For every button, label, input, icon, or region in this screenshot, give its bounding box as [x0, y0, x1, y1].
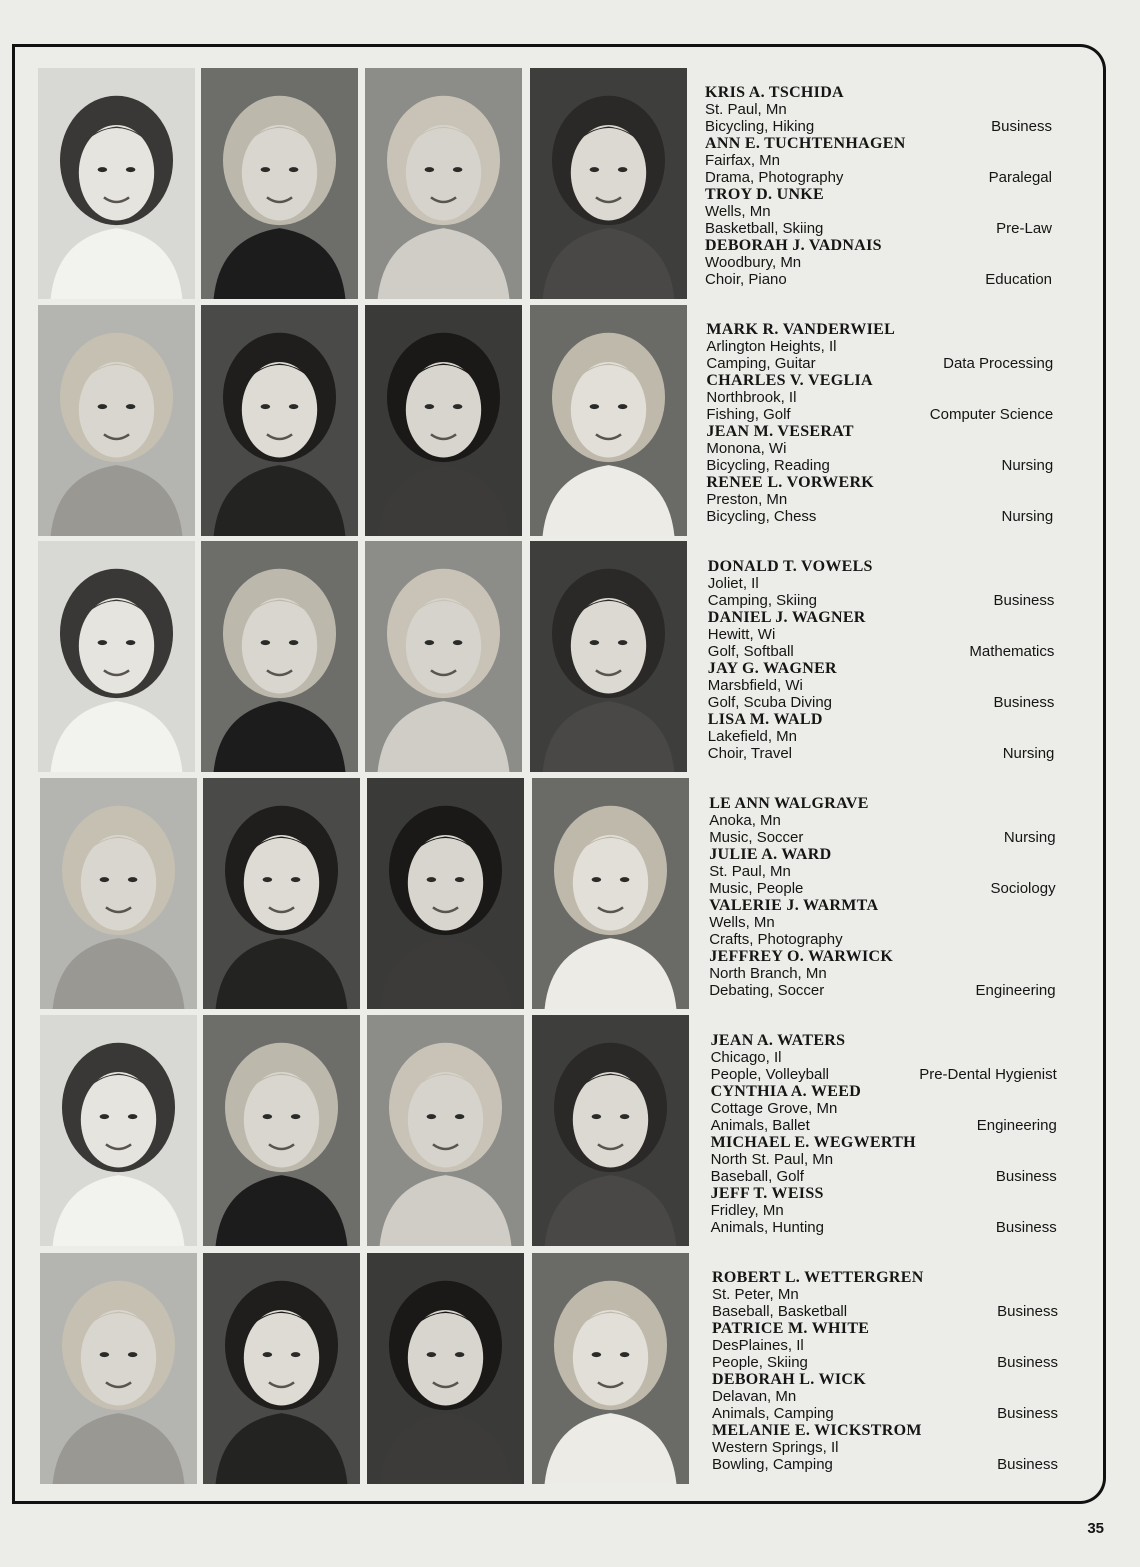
student-name: JULIE A. WARD	[709, 846, 832, 863]
student-portrait-photo	[201, 305, 358, 536]
student-interests: Choir, Travel	[707, 745, 792, 762]
student-interests: Basketball, Skiing	[705, 220, 824, 237]
student-portrait-photo	[532, 1015, 689, 1246]
student-portrait-photo	[38, 68, 195, 299]
student-major: Engineering	[976, 1117, 1057, 1134]
student-info-block	[705, 84, 1052, 290]
student-hometown: North Branch, Mn	[709, 965, 827, 982]
student-portrait-photo	[40, 1015, 197, 1246]
student-name: JEAN A. WATERS	[710, 1032, 846, 1049]
student-name: LISA M. WALD	[707, 711, 823, 728]
student-name: VALERIE J. WARMTA	[709, 897, 879, 914]
student-major: Sociology	[990, 880, 1056, 897]
student-interests: Choir, Piano	[705, 271, 787, 288]
student-portrait-photo	[40, 1253, 197, 1484]
student-major: Nursing	[1001, 457, 1054, 474]
student-major: Business	[997, 1405, 1058, 1422]
student-info-block	[706, 321, 1053, 527]
student-hometown: North St. Paul, Mn	[710, 1151, 834, 1168]
student-portrait-photo	[365, 305, 522, 536]
student-interests: Baseball, Golf	[710, 1168, 804, 1185]
student-major: Nursing	[1002, 745, 1055, 762]
student-hometown: Woodbury, Mn	[705, 254, 802, 271]
student-hometown: Delavan, Mn	[712, 1388, 797, 1405]
student-portrait-photo	[367, 1015, 524, 1246]
student-info-block	[709, 795, 1055, 1001]
student-hometown: Arlington Heights, Il	[706, 338, 837, 355]
student-interests: People, Volleyball	[710, 1066, 830, 1083]
student-portrait-photo	[203, 1015, 360, 1246]
student-interests: Music, Soccer	[709, 829, 804, 846]
student-hometown: Marsbfield, Wi	[707, 677, 803, 694]
student-interests: Camping, Skiing	[707, 592, 818, 609]
student-interests: Camping, Guitar	[706, 355, 816, 372]
student-major: Nursing	[1001, 508, 1054, 525]
student-major: Pre-Law	[996, 220, 1052, 237]
student-hometown: St. Paul, Mn	[705, 101, 787, 118]
student-major: Business	[997, 1303, 1058, 1320]
student-major: Business	[991, 118, 1052, 135]
student-interests: Baseball, Basketball	[712, 1303, 848, 1320]
student-interests: Animals, Ballet	[710, 1117, 810, 1134]
student-hometown: Hewitt, Wi	[707, 626, 776, 643]
student-major: Data Processing	[943, 355, 1054, 372]
student-major: Nursing	[1003, 829, 1056, 846]
student-name: KRIS A. TSCHIDA	[705, 84, 844, 101]
student-portrait-photo	[40, 778, 197, 1009]
student-major: Engineering	[975, 982, 1056, 999]
student-hometown: Anoka, Mn	[709, 812, 781, 829]
student-interests: Golf, Softball	[707, 643, 794, 660]
student-interests: People, Skiing	[712, 1354, 808, 1371]
student-hometown: Northbrook, Il	[706, 389, 797, 406]
student-interests: Animals, Camping	[712, 1405, 834, 1422]
student-hometown: Preston, Mn	[706, 491, 788, 508]
student-interests: Drama, Photography	[705, 169, 844, 186]
student-interests: Bicycling, Reading	[706, 457, 830, 474]
student-interests: Animals, Hunting	[710, 1219, 824, 1236]
student-hometown: Lakefield, Mn	[707, 728, 798, 745]
student-major: Mathematics	[969, 643, 1055, 660]
student-hometown: Wells, Mn	[705, 203, 771, 220]
student-name: MELANIE E. WICKSTROM	[712, 1422, 922, 1439]
student-portrait-photo	[530, 305, 687, 536]
student-portrait-photo	[201, 541, 358, 772]
student-name: DEBORAH J. VADNAIS	[705, 237, 882, 254]
student-hometown: St. Paul, Mn	[709, 863, 791, 880]
student-portrait-photo	[532, 778, 689, 1009]
student-name: CYNTHIA A. WEED	[710, 1083, 862, 1100]
student-major: Business	[995, 1219, 1057, 1236]
student-name: MICHAEL E. WEGWERTH	[710, 1134, 916, 1151]
student-interests: Bicycling, Chess	[706, 508, 817, 525]
student-info-block	[711, 1032, 1057, 1238]
student-name: CHARLES V. VEGLIA	[706, 372, 873, 389]
student-hometown: Fridley, Mn	[710, 1202, 784, 1219]
student-major: Business	[995, 1168, 1057, 1185]
student-interests: Bowling, Camping	[712, 1456, 833, 1473]
student-name: LE ANN WALGRAVE	[709, 795, 869, 812]
student-name: ROBERT L. WETTERGREN	[712, 1269, 924, 1286]
student-name: TROY D. UNKE	[705, 186, 825, 203]
student-hometown: Joliet, Il	[707, 575, 759, 592]
student-hometown: Monona, Wi	[706, 440, 787, 457]
student-portrait-photo	[367, 1253, 524, 1484]
student-interests: Fishing, Golf	[706, 406, 791, 423]
student-portrait-photo	[38, 305, 195, 536]
student-major: Computer Science	[929, 406, 1054, 423]
student-name: DEBORAH L. WICK	[712, 1371, 867, 1388]
student-portrait-photo	[367, 778, 524, 1009]
student-major: Paralegal	[988, 169, 1052, 186]
student-major: Pre-Dental Hygienist	[919, 1066, 1057, 1083]
student-interests: Music, People	[709, 880, 804, 897]
student-major: Business	[993, 592, 1055, 609]
student-hometown: Chicago, Il	[710, 1049, 782, 1066]
student-hometown: DesPlaines, Il	[712, 1337, 804, 1354]
student-name: JAY G. WAGNER	[707, 660, 837, 677]
student-name: JEFFREY O. WARWICK	[709, 948, 894, 965]
student-interests: Debating, Soccer	[709, 982, 825, 999]
student-info-block	[712, 1269, 1058, 1475]
student-hometown: Western Springs, Il	[712, 1439, 839, 1456]
student-major: Business	[993, 694, 1055, 711]
student-name: JEAN M. VESERAT	[706, 423, 854, 440]
page-number: 35	[1087, 1520, 1104, 1537]
student-portrait-photo	[38, 541, 195, 772]
student-name: MARK R. VANDERWIEL	[706, 321, 896, 338]
student-hometown: St. Peter, Mn	[712, 1286, 799, 1303]
student-hometown: Fairfax, Mn	[705, 152, 781, 169]
student-interests: Crafts, Photography	[709, 931, 843, 948]
student-portrait-photo	[201, 68, 358, 299]
student-hometown: Cottage Grove, Mn	[710, 1100, 838, 1117]
student-portrait-photo	[365, 541, 522, 772]
student-major: Business	[997, 1456, 1058, 1473]
student-portrait-photo	[530, 68, 687, 299]
student-info-block	[708, 558, 1055, 764]
student-major: Business	[997, 1354, 1058, 1371]
student-name: RENEE L. VORWERK	[706, 474, 875, 491]
student-portrait-photo	[530, 541, 687, 772]
student-major: Education	[985, 271, 1052, 288]
student-portrait-photo	[532, 1253, 689, 1484]
student-portrait-photo	[203, 778, 360, 1009]
student-interests: Golf, Scuba Diving	[707, 694, 833, 711]
student-interests: Bicycling, Hiking	[705, 118, 815, 135]
student-name: DANIEL J. WAGNER	[707, 609, 866, 626]
student-name: ANN E. TUCHTENHAGEN	[705, 135, 906, 152]
student-portrait-photo	[365, 68, 522, 299]
student-hometown: Wells, Mn	[709, 914, 775, 931]
student-portrait-photo	[203, 1253, 360, 1484]
student-name: PATRICE M. WHITE	[712, 1320, 870, 1337]
student-name: JEFF T. WEISS	[710, 1185, 824, 1202]
student-name: DONALD T. VOWELS	[707, 558, 873, 575]
